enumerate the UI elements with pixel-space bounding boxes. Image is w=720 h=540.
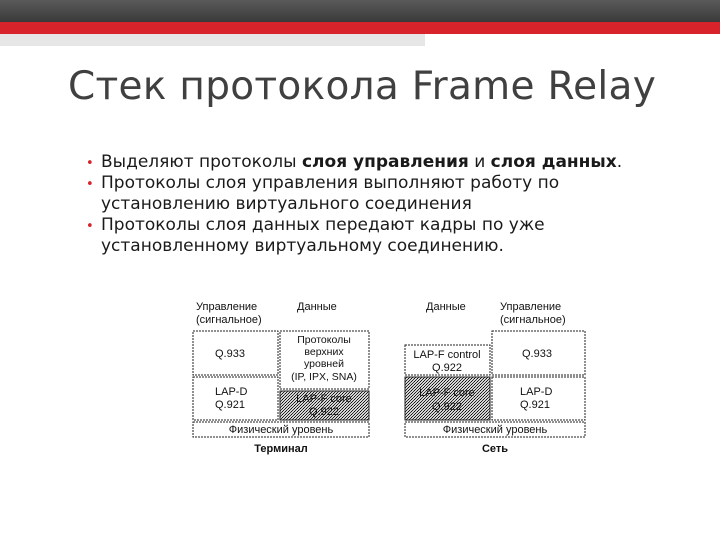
- network-lapd-label-2: Q.921: [520, 399, 550, 411]
- network-lapf-core-label-1: LAP-F core: [419, 387, 475, 399]
- bullet-text: Выделяют протоколы: [101, 152, 302, 172]
- terminal-physical-label: Физический уровень: [228, 424, 334, 436]
- terminal-caption: Терминал: [254, 443, 308, 455]
- network-control-header-sub: (сигнальное): [500, 314, 566, 326]
- terminal-lapf-core-label-1: LAP-F core: [296, 393, 352, 405]
- network-lapf-control-label-2: Q.922: [432, 362, 462, 374]
- network-stack: [405, 301, 585, 455]
- network-caption: Сеть: [481, 443, 509, 455]
- terminal-lapd-label-1: LAP-D: [215, 386, 248, 398]
- network-physical-label: Физический уровень: [442, 424, 548, 436]
- bullet-text: Протоколы слоя данных передают кадры по уже установленному виртуальному соединению.: [101, 215, 545, 256]
- bullet-bold-text: слоя данных: [490, 152, 617, 172]
- network-q933-label: Q.933: [522, 348, 552, 360]
- bullet-text: .: [616, 152, 623, 172]
- terminal-upper-label-1: Протоколы: [297, 334, 351, 346]
- terminal-data-header: Данные: [297, 301, 337, 313]
- terminal-q933-label: Q.933: [215, 348, 245, 360]
- terminal-lapf-core-label-2: Q.922: [309, 406, 339, 418]
- bullet-dot-icon: •: [86, 177, 94, 192]
- network-lapd-label-1: LAP-D: [520, 386, 553, 398]
- bullet-bold-text: слоя управления: [301, 152, 469, 172]
- terminal-control-header: Управление: [196, 301, 258, 313]
- bullet-text: Протоколы слоя управления выполняют работу по установлению виртуального соединения: [101, 173, 560, 214]
- terminal-upper-label-2: верхних: [304, 346, 344, 358]
- terminal-upper-label-3: уровней: [304, 358, 344, 370]
- slide-title: Стек протокола Frame Relay: [68, 64, 657, 109]
- network-data-header: Данные: [426, 301, 466, 313]
- network-lapf-control-label-1: LAP-F control: [413, 349, 481, 361]
- network-control-header: Управление: [500, 301, 562, 313]
- terminal-stack: [193, 301, 369, 455]
- bullet-dot-icon: •: [86, 156, 94, 171]
- network-lapf-core-label-2: Q.922: [432, 401, 462, 413]
- bullet-dot-icon: •: [86, 219, 94, 234]
- bullet-text: и: [468, 152, 491, 172]
- terminal-lapd-label-2: Q.921: [215, 399, 245, 411]
- terminal-control-header-sub: (сигнальное): [196, 314, 262, 326]
- terminal-upper-label-4: (IP, IPX, SNA): [291, 371, 357, 383]
